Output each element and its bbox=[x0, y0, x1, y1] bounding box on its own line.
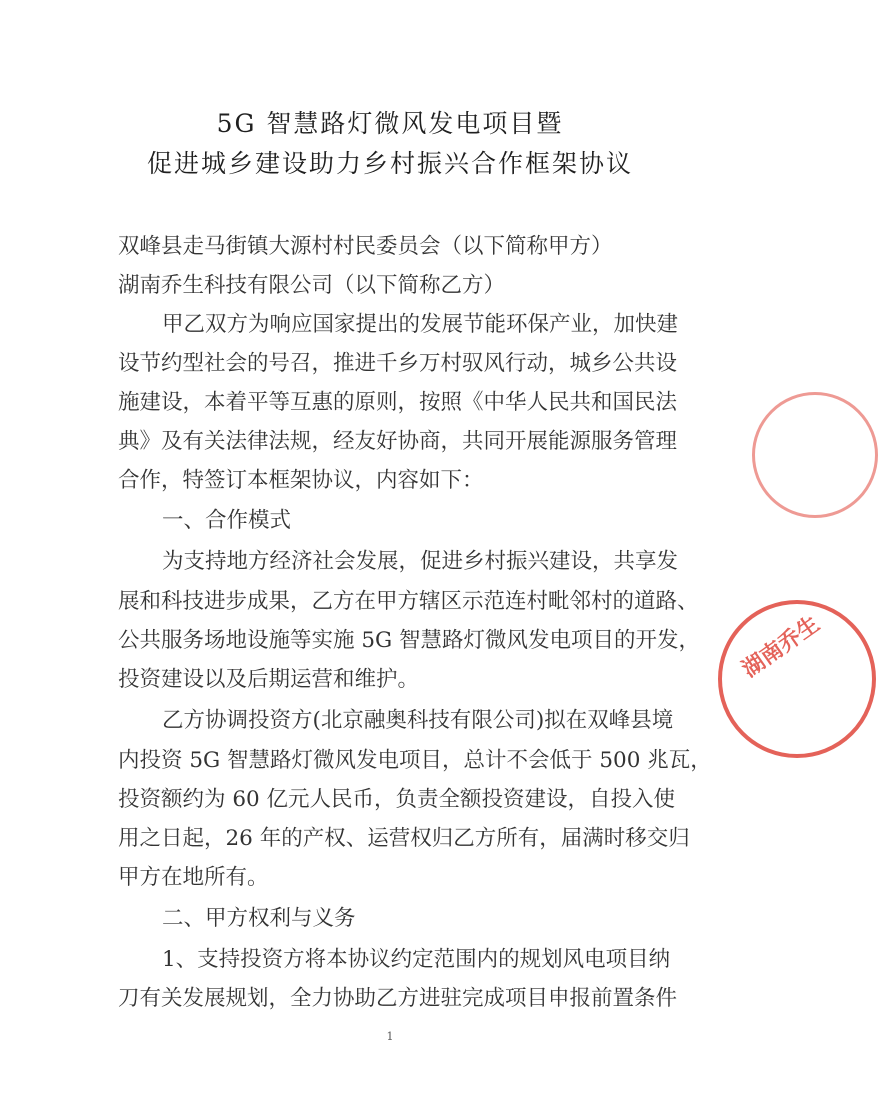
section-1-para-2-line: 甲方在地所有。 bbox=[118, 865, 269, 890]
page-number: 1 bbox=[386, 1030, 394, 1043]
section-1-para-2-line: 内投资 5G 智慧路灯微风发电项目，总计不会低于 500 兆瓦， bbox=[118, 748, 712, 773]
section-2-heading: 二、甲方权利与义务 bbox=[162, 906, 356, 931]
section-1-para-2-line: 用之日起，26 年的产权、运营权归乙方所有，届满时移交归 bbox=[118, 826, 690, 851]
section-1-para-1-line: 为支持地方经济社会发展，促进乡村振兴建设，共享发 bbox=[162, 549, 679, 574]
preamble-line: 施建设，本着平等互惠的原则，按照《中华人民共和国民法 bbox=[118, 390, 678, 415]
section-1-heading: 一、合作模式 bbox=[162, 508, 292, 533]
partial-seal-top bbox=[752, 392, 878, 518]
company-seal bbox=[718, 600, 876, 758]
section-1-para-2-line: 投资额约为 60 亿元人民币，负责全额投资建设，自投入使 bbox=[118, 787, 676, 812]
section-1-para-1-line: 投资建设以及后期运营和维护。 bbox=[118, 667, 420, 692]
preamble-line: 典》及有关法律法规，经友好协商，共同开展能源服务管理 bbox=[118, 429, 678, 454]
section-2-item-1-line: 1、支持投资方将本协议约定范围内的规划风电项目纳 bbox=[162, 947, 671, 972]
section-1-para-1-line: 展和科技进步成果，乙方在甲方辖区示范连村毗邻村的道路、 bbox=[118, 589, 699, 614]
party-b: 湖南乔生科技有限公司（以下简称乙方） bbox=[118, 273, 506, 298]
document-title-line-2: 促进城乡建设助力乡村振兴合作框架协议 bbox=[146, 149, 633, 178]
preamble-line: 合作，特签订本框架协议，内容如下： bbox=[118, 468, 484, 493]
section-2-item-1-line: 刀有关发展规划，全力协助乙方进驻完成项目申报前置条件 bbox=[118, 986, 678, 1011]
party-a: 双峰县走马街镇大源村村民委员会（以下简称甲方） bbox=[118, 234, 613, 259]
preamble-line: 设节约型社会的号召，推进千乡万村驭风行动，城乡公共设 bbox=[118, 351, 678, 376]
section-1-para-2-line: 乙方协调投资方(北京融奥科技有限公司)拟在双峰县境 bbox=[162, 708, 674, 733]
seal-text: 湖南乔生 bbox=[737, 611, 825, 683]
document-title-line-1: 5G 智慧路灯微风发电项目暨 bbox=[216, 109, 564, 138]
section-1-para-1-line: 公共服务场地设施等实施 5G 智慧路灯微风发电项目的开发， bbox=[118, 628, 701, 653]
preamble-line: 甲乙双方为响应国家提出的发展节能环保产业，加快建 bbox=[162, 312, 679, 337]
